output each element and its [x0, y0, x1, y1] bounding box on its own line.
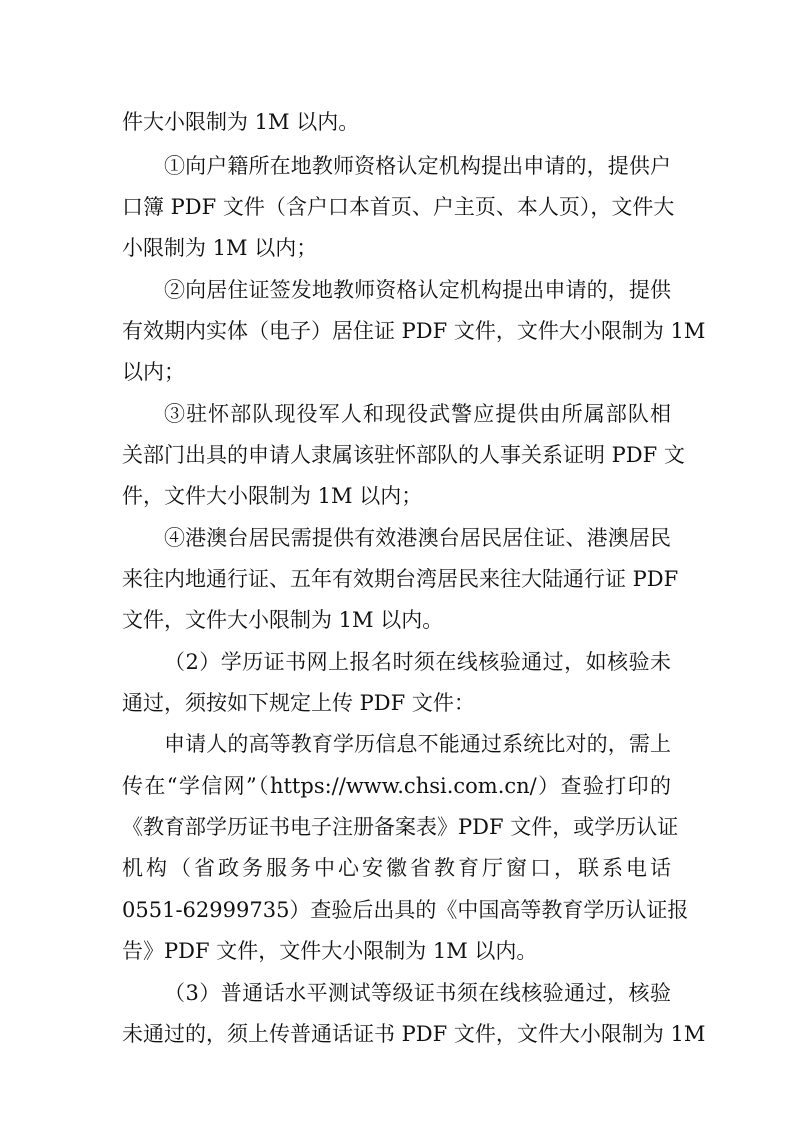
text-line: 《教育部学历证书电子注册备案表》PDF 文件，或学历认证: [122, 815, 679, 839]
text-line: （3）普通话水平测试等级证书须在线核验通过，核验: [164, 981, 671, 1005]
text-line: 件，文件大小限制为 1M 以内；: [122, 484, 423, 508]
text-line: 未通过的，须上传普通话证书 PDF 文件，文件大小限制为 1M: [122, 1022, 706, 1046]
text-line: 传在“学信网”（https://www.chsi.com.cn/）查验打印的: [122, 774, 671, 798]
text-line: 关部门出具的申请人隶属该驻怀部队的人事关系证明 PDF 文: [122, 443, 685, 467]
text-line: ④港澳台居民需提供有效港澳台居民居住证、港澳居民: [164, 526, 671, 550]
text-line: 文件，文件大小限制为 1M 以内。: [122, 608, 444, 632]
text-line: ②向居住证签发地教师资格认定机构提出申请的，提供: [164, 278, 671, 302]
text-line: 小限制为 1M 以内；: [122, 236, 318, 260]
text-line: 口簿 PDF 文件（含户口本首页、户主页、本人页），文件大: [122, 195, 675, 219]
text-line: 有效期内实体（电子）居住证 PDF 文件，文件大小限制为 1M: [122, 319, 706, 343]
text-line: 告》PDF 文件，文件大小限制为 1M 以内。: [122, 939, 538, 963]
text-line: 申请人的高等教育学历信息不能通过系统比对的，需上: [164, 732, 671, 756]
text-line: （2）学历证书网上报名时须在线核验通过，如核验未: [164, 650, 671, 674]
text-line: ①向户籍所在地教师资格认定机构提出申请的，提供户: [164, 154, 671, 178]
text-line: ③驻怀部队现役军人和现役武警应提供由所属部队相: [164, 402, 671, 426]
text-line: 来往内地通行证、五年有效期台湾居民来往大陆通行证 PDF: [122, 567, 679, 591]
text-line: 机构（省政务服务中心安徽省教育厅窗口，联系电话: [122, 856, 671, 880]
text-line: 0551-62999735）查验后出具的《中国高等教育学历认证报: [122, 898, 689, 922]
text-line: 件大小限制为 1M 以内。: [122, 110, 360, 134]
text-line: 以内；: [122, 360, 185, 384]
text-line: 通过，须按如下规定上传 PDF 文件：: [122, 691, 475, 715]
